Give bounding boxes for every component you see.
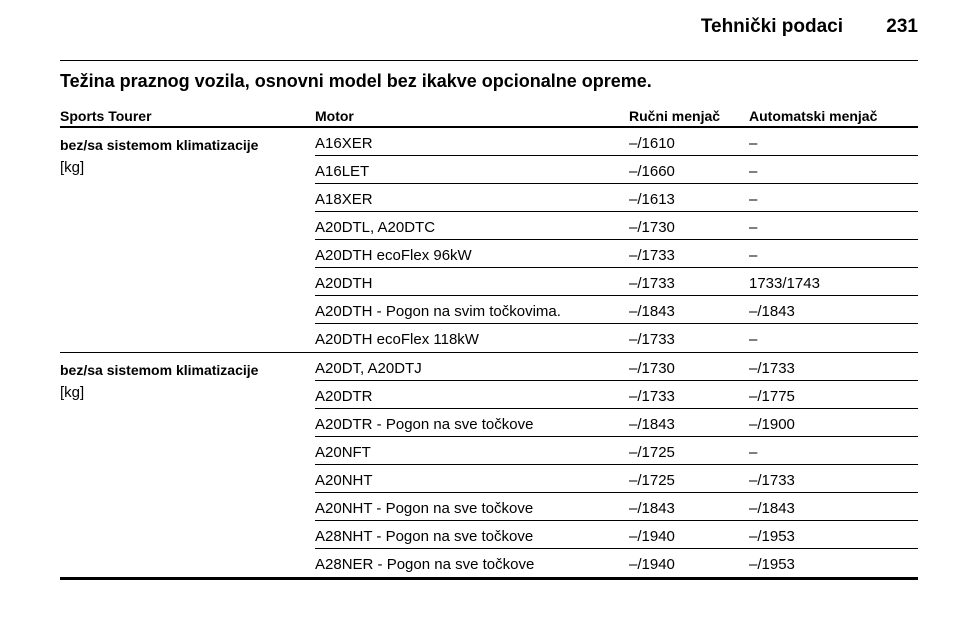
engine-cell: A20DTH [315, 275, 373, 292]
engine-cell: A20DTH - Pogon na svim točkovima. [315, 303, 561, 320]
automatic-cell: – [749, 247, 758, 264]
automatic-cell: 1733/1743 [749, 275, 820, 292]
column-header-manual: Ručni menjač [629, 108, 721, 124]
page-header [60, 0, 918, 61]
manual-cell: –/1940 [629, 556, 675, 573]
table-row [315, 409, 918, 437]
group-rows [315, 128, 918, 352]
chapter-title: Tehnički podaci [700, 16, 843, 37]
engine-cell: A16XER [315, 135, 373, 152]
engine-cell: A20DTH ecoFlex 118kW [315, 331, 479, 348]
engine-cell: A20DTL, A20DTC [315, 219, 436, 236]
automatic-cell: –/1733 [749, 360, 795, 377]
automatic-cell: – [749, 444, 758, 461]
automatic-cell: –/1843 [749, 500, 795, 517]
automatic-cell: – [749, 191, 758, 208]
column-header-model: Sports Tourer [60, 108, 152, 124]
column-header-engine: Motor [315, 108, 354, 124]
table-row [315, 324, 918, 352]
manual-cell: –/1725 [629, 472, 675, 489]
table-header [60, 106, 918, 128]
manual-cell: –/1610 [629, 135, 675, 152]
group-label: bez/sa sistemom klimatizacije [60, 362, 259, 378]
weight-table [60, 106, 918, 580]
engine-cell: A20NHT - Pogon na sve točkove [315, 500, 534, 517]
table-group [60, 128, 918, 353]
table-row [315, 465, 918, 493]
table-row [315, 268, 918, 296]
automatic-cell: –/1953 [749, 528, 795, 545]
table-row [315, 549, 918, 577]
engine-cell: A20DT, A20DTJ [315, 360, 422, 377]
table-row [315, 381, 918, 409]
automatic-cell: –/1733 [749, 472, 795, 489]
automatic-cell: – [749, 135, 758, 152]
group-label: bez/sa sistemom klimatizacije [60, 137, 259, 153]
manual-cell: –/1660 [629, 163, 675, 180]
engine-cell: A16LET [315, 163, 370, 180]
table-row [315, 493, 918, 521]
manual-cell: –/1730 [629, 360, 675, 377]
table-row [315, 240, 918, 268]
engine-cell: A28NER - Pogon na sve točkove [315, 556, 535, 573]
table-row [315, 128, 918, 156]
manual-cell: –/1733 [629, 275, 675, 292]
table-group [60, 353, 918, 580]
table-row [315, 521, 918, 549]
automatic-cell: – [749, 331, 758, 348]
engine-cell: A18XER [315, 191, 373, 208]
manual-cell: –/1733 [629, 247, 675, 264]
automatic-cell: –/1900 [749, 416, 795, 433]
table-row [315, 296, 918, 324]
section-title: Težina praznog vozila, osnovni model bez ikakve opcionalne opreme. [60, 71, 652, 91]
manual-cell: –/1733 [629, 331, 675, 348]
automatic-cell: – [749, 163, 758, 180]
manual-cell: –/1613 [629, 191, 675, 208]
manual-cell: –/1843 [629, 303, 675, 320]
automatic-cell: – [749, 219, 758, 236]
engine-cell: A20NFT [315, 444, 371, 461]
table-row [315, 437, 918, 465]
manual-cell: –/1940 [629, 528, 675, 545]
table-row [315, 156, 918, 184]
engine-cell: A20DTR [315, 388, 373, 405]
group-label-cell [60, 128, 305, 176]
manual-cell: –/1733 [629, 388, 675, 405]
page-number: 231 [886, 16, 918, 37]
manual-cell: –/1843 [629, 500, 675, 517]
engine-cell: A20DTH ecoFlex 96kW [315, 247, 472, 264]
table-row [315, 184, 918, 212]
automatic-cell: –/1953 [749, 556, 795, 573]
table-row [315, 353, 918, 381]
group-unit: [kg] [60, 384, 85, 401]
engine-cell: A20DTR - Pogon na sve točkove [315, 416, 534, 433]
group-unit: [kg] [60, 159, 85, 176]
table-body [60, 128, 918, 580]
table-row [315, 212, 918, 240]
group-rows [315, 353, 918, 577]
engine-cell: A20NHT [315, 472, 373, 489]
automatic-cell: –/1843 [749, 303, 795, 320]
manual-cell: –/1843 [629, 416, 675, 433]
manual-cell: –/1725 [629, 444, 675, 461]
automatic-cell: –/1775 [749, 388, 795, 405]
engine-cell: A28NHT - Pogon na sve točkove [315, 528, 534, 545]
column-header-automatic: Automatski menjač [749, 108, 878, 124]
group-label-cell [60, 353, 305, 401]
manual-cell: –/1730 [629, 219, 675, 236]
